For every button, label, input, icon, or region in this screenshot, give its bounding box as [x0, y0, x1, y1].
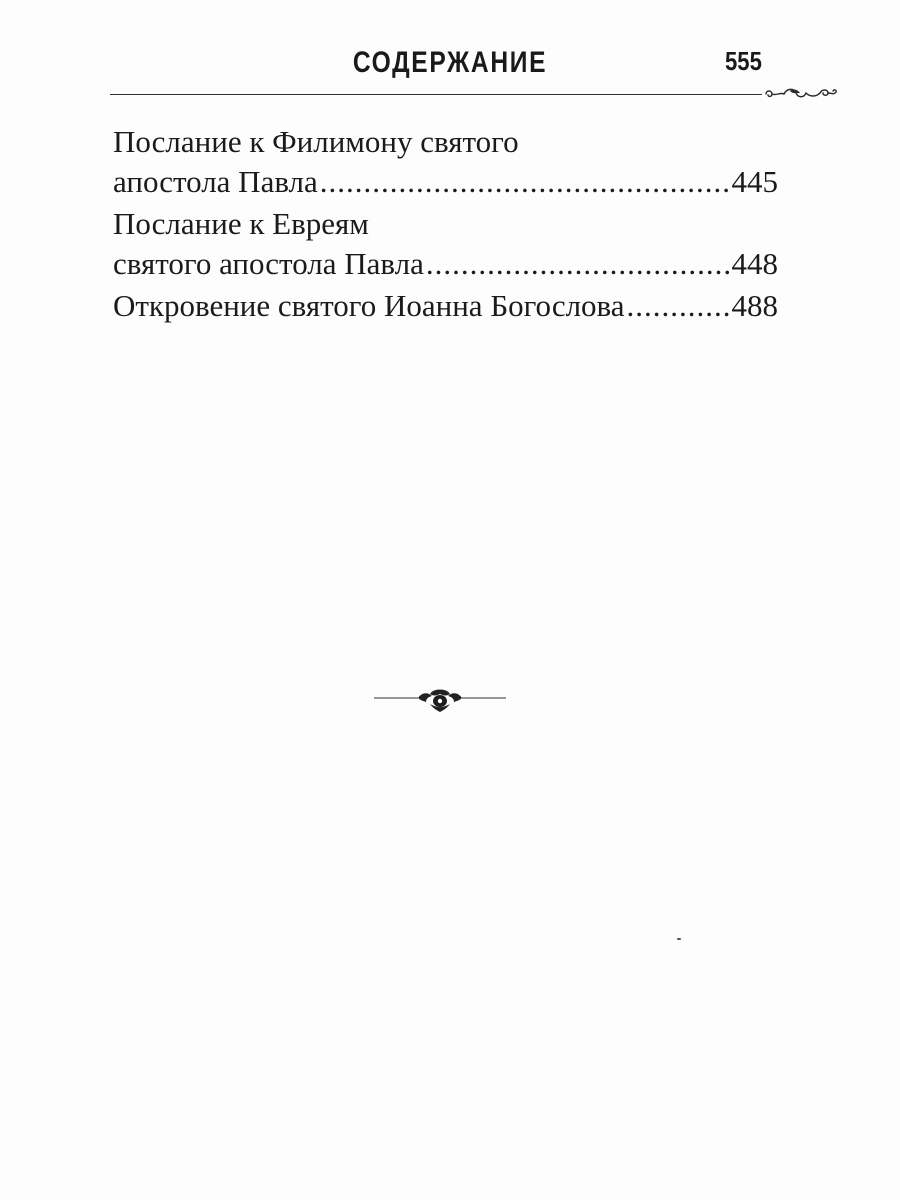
toc-entry-last-line [113, 244, 778, 284]
toc-entry[interactable] [113, 204, 778, 284]
toc-entry-last-line [113, 162, 778, 202]
section-title: СОДЕРЖАНИЕ [352, 46, 548, 79]
table-of-contents [113, 122, 778, 328]
toc-entry-title-line1: Послание к Филимону святого [113, 124, 519, 159]
toc-entry-page: 488 [731, 288, 778, 323]
toc-entry-title-line2: святого апостола Павла [113, 246, 424, 281]
toc-entry-title: Откровение святого Иоанна Богослова [113, 288, 625, 323]
vignette-divider-icon [372, 682, 508, 716]
toc-entry[interactable] [113, 122, 778, 202]
page-number: 555 [725, 46, 762, 76]
toc-entry-last-line [113, 286, 778, 326]
toc-entry-page: 448 [731, 246, 778, 281]
dot-leader [320, 162, 730, 202]
print-speck [677, 938, 681, 940]
running-header [0, 0, 900, 110]
toc-entry[interactable] [113, 286, 778, 326]
scroll-flourish-icon [760, 80, 842, 106]
toc-entry-page: 445 [731, 164, 778, 199]
toc-entry-title-line2: апостола Павла [113, 164, 318, 199]
dot-leader [627, 286, 730, 326]
dot-leader [426, 244, 730, 284]
header-rule [110, 94, 762, 95]
toc-entry-title-line1: Послание к Евреям [113, 206, 369, 241]
